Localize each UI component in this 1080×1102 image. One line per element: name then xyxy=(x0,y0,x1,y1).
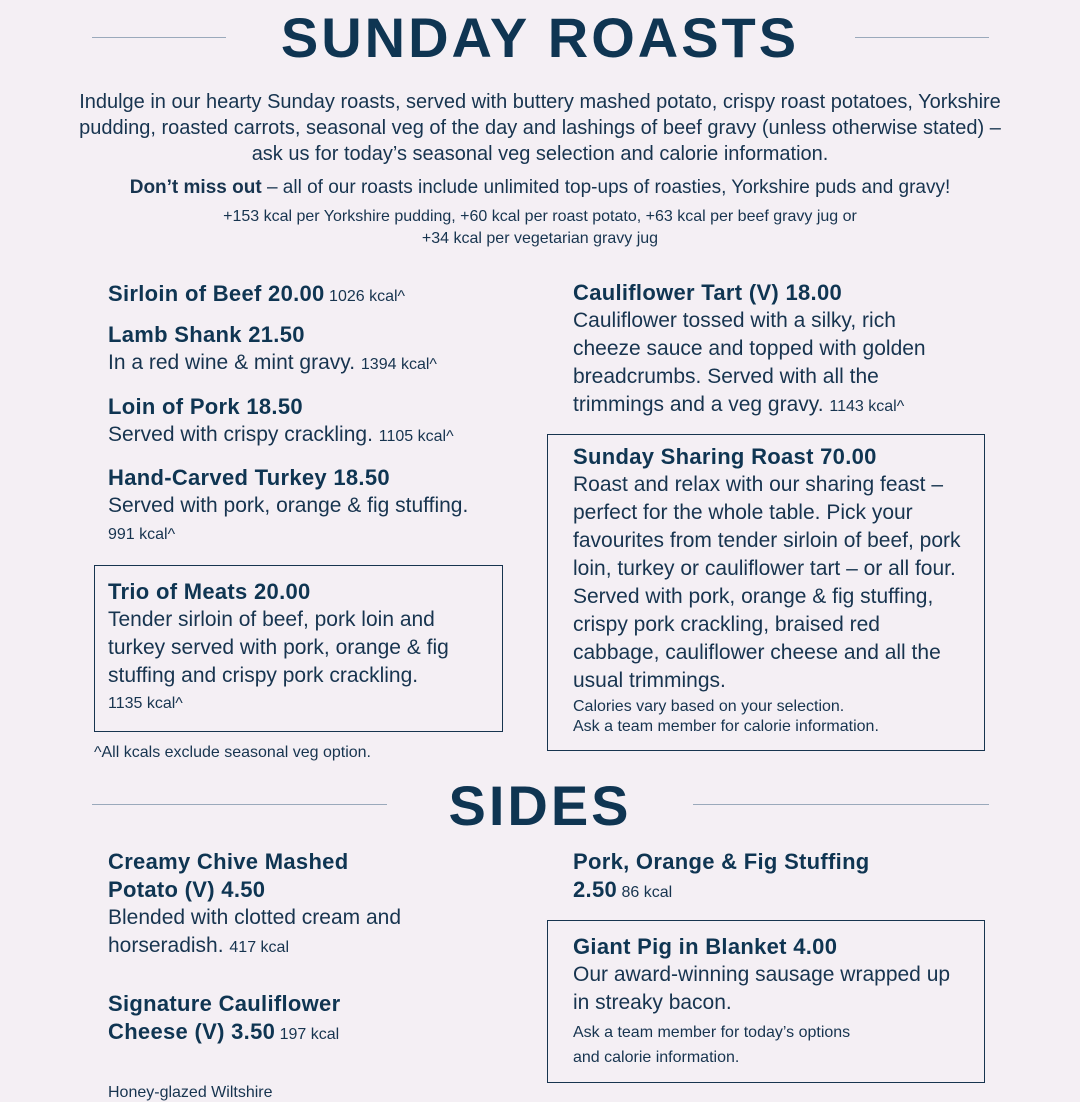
menu-item-turkey xyxy=(108,464,503,550)
side-item-cauliflower-cheese xyxy=(108,990,488,1046)
menu-item-loin-of-pork xyxy=(108,393,508,451)
item-name-line-1: Signature Cauliflower xyxy=(108,991,341,1016)
item-name: Cauliflower Tart (V) 18.00 xyxy=(573,280,843,305)
item-desc: In a red wine & mint gravy. xyxy=(108,351,356,374)
item-name: Trio of Meats 20.00 xyxy=(108,579,311,604)
item-note-line-2: Ask a team member for calorie information. xyxy=(573,718,879,735)
item-name: Sirloin of Beef 20.00 xyxy=(108,281,325,306)
item-name: Hand-Carved Turkey 18.50 xyxy=(108,465,390,490)
menu-item-lamb-shank xyxy=(108,321,508,379)
item-name-line-2: 2.50 xyxy=(573,877,618,902)
item-desc: Served with crispy crackling. xyxy=(108,423,373,446)
side-item-stuffing xyxy=(573,848,973,904)
dont-miss-lead: Don’t miss out xyxy=(129,177,262,198)
kcal-extras-line-2: +34 kcal per vegetarian gravy jug xyxy=(421,230,659,247)
item-desc: Blended with clotted cream and horseradish. xyxy=(108,906,402,957)
item-desc: Tender sirloin of beef, pork loin and turkey served with pork, orange & fig stuffing and crispy pork crackling. xyxy=(108,608,449,687)
item-kcal: 991 kcal^ xyxy=(108,526,176,543)
item-name: Loin of Pork 18.50 xyxy=(108,394,303,419)
item-name: Sunday Sharing Roast 70.00 xyxy=(573,444,877,469)
section-title-roasts: SUNDAY ROASTS xyxy=(280,6,800,69)
item-note xyxy=(573,697,968,737)
partial-side-item: Honey-glazed Wiltshire xyxy=(108,1084,273,1101)
kcal-footnote: ^All kcals exclude seasonal veg option. xyxy=(94,744,371,761)
menu-item-trio-of-meats xyxy=(108,578,488,718)
roasts-intro: Indulge in our hearty Sunday roasts, served with buttery mashed potato, crispy roast potatoes, Yorkshire pudding, roasted carrots, seasonal veg of the day and lashings of beef gravy (unless otherwise stated) – ask us for today’s seasonal veg selection and calorie information. xyxy=(79,91,1001,165)
side-item-mashed-potato xyxy=(108,848,438,962)
side-item-pig-in-blanket xyxy=(573,933,953,1070)
item-note xyxy=(573,1020,953,1070)
item-kcal: 86 kcal xyxy=(621,884,673,901)
item-name-line-2: Potato (V) 4.50 xyxy=(108,877,266,902)
item-note-line-1: Calories vary based on your selection. xyxy=(573,698,845,715)
dont-miss-text: – all of our roasts include unlimited top-ups of roasties, Yorkshire puds and gravy! xyxy=(261,177,951,198)
item-name-line-1: Pork, Orange & Fig Stuffing xyxy=(573,849,870,874)
item-name: Giant Pig in Blanket 4.00 xyxy=(573,934,838,959)
menu-item-sirloin xyxy=(108,280,508,308)
item-name-line-2: Cheese (V) 3.50 xyxy=(108,1019,276,1044)
item-desc: Served with pork, orange & fig stuffing. xyxy=(108,494,469,517)
item-desc: Cauliflower tossed with a silky, rich cheeze sauce and topped with golden breadcrumbs. Served with all the trimmings and a veg gravy. xyxy=(573,309,926,416)
item-kcal: 1394 kcal^ xyxy=(360,356,437,373)
item-name-line-1: Creamy Chive Mashed xyxy=(108,849,349,874)
section-title-sides: SIDES xyxy=(448,774,632,837)
item-note-line-2: and calorie information. xyxy=(573,1049,740,1066)
item-kcal: 1026 kcal^ xyxy=(329,288,406,305)
item-kcal: 417 kcal xyxy=(229,939,289,956)
item-kcal: 197 kcal xyxy=(279,1026,340,1043)
item-name: Lamb Shank 21.50 xyxy=(108,322,305,347)
menu-item-sunday-sharing-roast xyxy=(573,443,968,737)
dont-miss-out xyxy=(70,176,1010,200)
item-desc: Roast and relax with our sharing feast – perfect for the whole table. Pick your favourites from tender sirloin of beef, pork loin, turkey or cauliflower tart – or all four. Served with pork, orange & fig stuffing, crispy pork crackling, braised red cabbage, cauliflower cheese and all the usual trimmings. xyxy=(573,473,961,692)
kcal-extras xyxy=(150,206,930,250)
item-kcal: 1135 kcal^ xyxy=(108,695,183,712)
kcal-extras-line-1: +153 kcal per Yorkshire pudding, +60 kcal per roast potato, +63 kcal per beef gravy jug or xyxy=(223,208,857,225)
menu-item-cauliflower-tart xyxy=(573,279,963,421)
item-note-line-1: Ask a team member for today’s options xyxy=(573,1024,851,1041)
item-kcal: 1143 kcal^ xyxy=(829,398,905,415)
item-kcal: 1105 kcal^ xyxy=(378,428,454,445)
item-desc: Our award-winning sausage wrapped up in streaky bacon. xyxy=(573,963,951,1014)
